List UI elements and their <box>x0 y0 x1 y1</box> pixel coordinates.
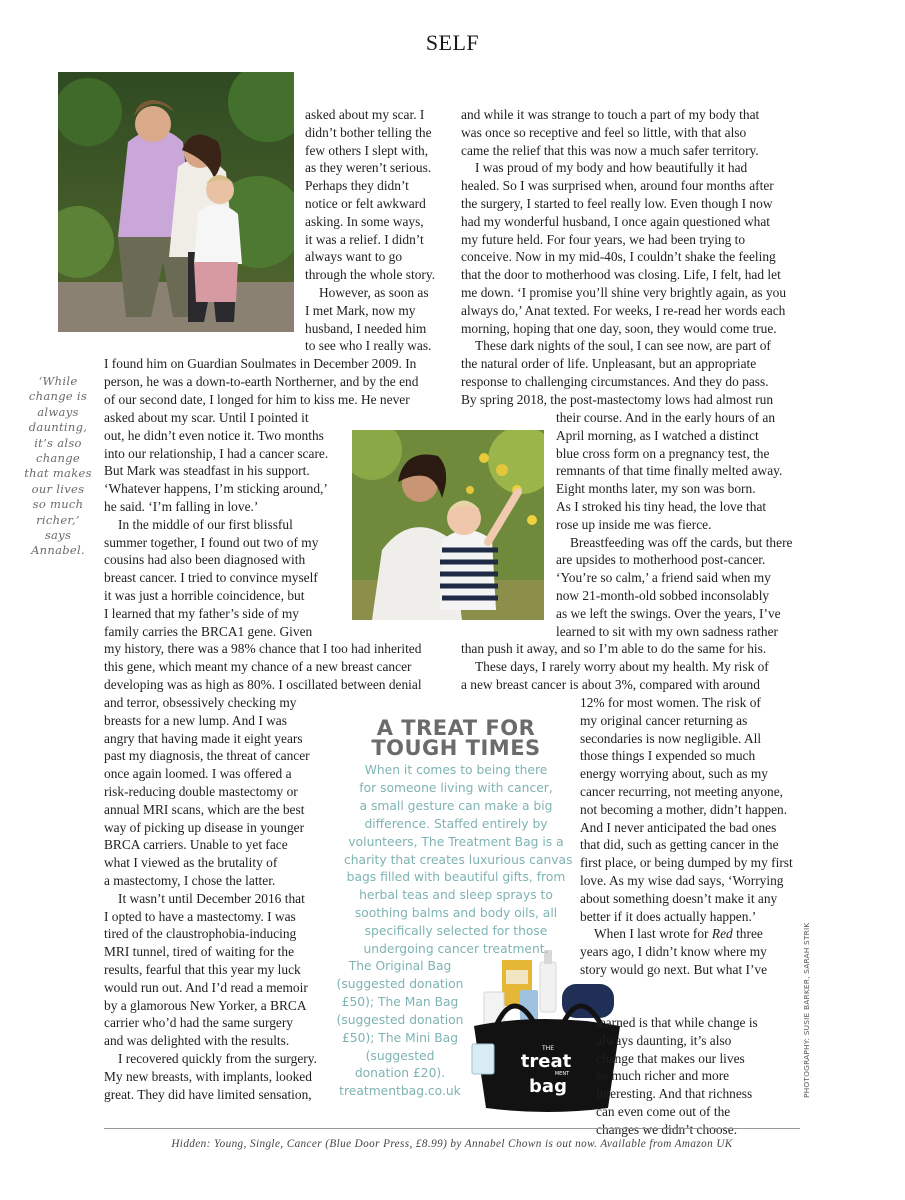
body-line: blue cross form on a pregnancy test, the <box>556 445 770 461</box>
bag-print-ment: MENT <box>554 1071 570 1077</box>
body-line: asking. In some ways, <box>305 213 424 229</box>
book-details: (Blue Door Press, £8.99) by Annabel Chown is out now. Available from Amazon UK <box>322 1138 733 1150</box>
pull-quote-line: change is <box>28 389 88 404</box>
treat-box-line: bags filled with beautiful gifts, from <box>346 870 566 885</box>
treat-box-price-line: £50); The Man Bag <box>341 994 459 1009</box>
body-line-part: When I last wrote for <box>594 926 709 942</box>
body-line-part: three <box>736 926 763 942</box>
body-line: can even come out of the <box>596 1103 731 1119</box>
photo-credit: PHOTOGRAPHY: SUSIE BARKER, SARAH STRIK <box>802 922 811 1098</box>
footer-book-info <box>104 1138 800 1150</box>
treat-box-price-line: £50); The Mini Bag <box>341 1030 459 1045</box>
body-line: years ago, I didn’t know where my <box>580 944 767 960</box>
body-line: always daunting, it’s also <box>596 1032 732 1048</box>
bag-print-treat: treat <box>520 1051 572 1072</box>
body-line: their course. And in the early hours of an <box>556 410 776 425</box>
body-line: April morning, as I watched a distinct <box>556 427 759 443</box>
body-line: I found him on Guardian Soulmates in December 2009. In <box>104 356 417 371</box>
body-line: notice or felt awkward <box>305 195 426 211</box>
body-line: didn’t bother telling the <box>305 124 432 140</box>
body-line: Eight months later, my son was born. <box>556 481 756 497</box>
treat-box-line: When it comes to being there <box>364 763 548 777</box>
column2-wide <box>461 640 769 693</box>
body-line: it was just a horrible coincidence, but <box>104 587 305 603</box>
pull-quote-line: change <box>35 451 81 466</box>
body-line: change that makes our lives <box>596 1050 745 1066</box>
body-line: would run out. And I’d read a memoir <box>104 979 308 995</box>
treat-box-heading-line: A TREAT FOR <box>376 716 536 740</box>
body-line: story would go next. But what I’ve <box>580 961 768 977</box>
column1-top <box>305 106 435 355</box>
body-line: asked about my scar. I <box>305 107 425 122</box>
body-line: energy worrying about, such as my <box>580 766 768 782</box>
body-line: through the whole story. <box>305 267 436 283</box>
body-line: and was delighted with the results. <box>104 1033 290 1049</box>
body-line: the natural order of life. Unpleasant, but an appropriate <box>461 356 757 372</box>
treat-box-heading-line: TOUGH TIMES <box>371 736 541 760</box>
treat-box-line: specifically selected for those <box>364 924 548 939</box>
body-line: By spring 2018, the post-mastectomy lows had almost run <box>461 391 774 407</box>
body-line: asked about my scar. Until I pointed it <box>104 410 309 425</box>
body-line: had my wonderful husband, I once again questioned what <box>461 213 771 229</box>
body-line: MRI tunnel, tired of waiting for the <box>104 944 295 960</box>
body-line: BRCA carriers. Unable to yet face <box>104 837 288 853</box>
body-line: was once so receptive and feel so little, with that also <box>461 124 747 140</box>
body-line: cousins had also been diagnosed with <box>104 552 306 568</box>
body-line: once again loomed. I was offered a <box>104 766 292 782</box>
bag-print-bag: bag <box>529 1076 567 1097</box>
pull-quote-line: daunting, <box>28 420 88 435</box>
body-line: about something doesn’t make it any <box>580 890 778 906</box>
body-line <box>580 925 793 943</box>
body-line: that did, such as getting cancer in the <box>580 837 779 853</box>
column2-narrow <box>556 409 792 640</box>
column1-wide <box>104 355 418 408</box>
body-line: developing was as high as 80%. I oscillated between denial <box>104 676 422 692</box>
body-line: a new breast cancer is about 3%, compared with around <box>461 676 760 692</box>
body-line: breast cancer. I tried to convince myself <box>104 570 318 586</box>
column1-bottom <box>104 694 317 1103</box>
column1-mid <box>104 409 328 640</box>
body-line: those things I expended so much <box>580 748 756 764</box>
body-line: morning, hoping that one day, soon, they would come true. <box>461 320 777 336</box>
column2-bottom <box>580 694 793 979</box>
pull-quote-line: it’s also <box>34 435 82 450</box>
body-line: ‘You’re so calm,’ a friend said when my <box>556 570 771 586</box>
body-line: I met Mark, now my <box>305 302 416 318</box>
body-line: Breastfeeding was off the cards, but there <box>570 534 793 550</box>
body-line: interesting. And that richness <box>596 1086 753 1102</box>
footer-rule <box>104 1128 800 1129</box>
body-line: and terror, obsessively checking my <box>104 695 297 710</box>
mother-son-photo <box>352 430 544 620</box>
body-line: than push it away, and so I’m able to do the same for his. <box>461 641 767 656</box>
body-line: and while it was strange to touch a part of my body that <box>461 107 760 122</box>
body-line: always want to go <box>305 249 403 265</box>
body-line: learned to sit with my own sadness rather <box>556 623 779 639</box>
body-line: first place, or being dumped by my first <box>580 855 793 871</box>
treat-box-line: soothing balms and body oils, all <box>354 906 558 921</box>
body-line: by a glamorous New Yorker, a BRCA <box>104 997 307 1013</box>
body-line: cancer recurring, not meeting anyone, <box>580 783 783 799</box>
treat-box-price-line: donation £20). <box>354 1066 446 1081</box>
treat-box-line: a small gesture can make a big <box>359 798 553 813</box>
body-line: now 21-month-old sobbed inconsolably <box>556 587 770 603</box>
treat-box-line: undergoing cancer treatment. <box>363 942 549 957</box>
treat-box-price-line: treatmentbag.co.uk <box>339 1084 461 1099</box>
body-line: always do,’ Anat texted. For weeks, I re-read her words each <box>461 302 786 318</box>
body-line: rose up inside me was fierce. <box>556 516 712 532</box>
treat-box-line: difference. Staffed entirely by <box>364 816 548 831</box>
body-line: It wasn’t until December 2016 that <box>118 890 305 906</box>
column2-top <box>461 106 786 409</box>
body-line: My new breasts, with implants, looked <box>104 1068 312 1084</box>
pull-quote-line: Annabel. <box>31 543 85 558</box>
body-line: breasts for a new lump. And I was <box>104 712 287 728</box>
treat-box-line: herbal teas and sleep sprays to <box>359 888 553 903</box>
treat-box-line: charity that creates luxurious canvas <box>344 852 573 867</box>
body-line: In the middle of our first blissful <box>118 516 293 532</box>
body-line: out, he didn’t even notice it. Two months <box>104 427 324 443</box>
body-line: I opted to have a mastectomy. I was <box>104 908 296 924</box>
body-line: the surgery, I started to feel really low. Even though I now <box>461 195 773 211</box>
column2-end <box>596 1014 758 1139</box>
body-line: family carries the BRCA1 gene. Given <box>104 623 313 639</box>
treat-box-prices <box>336 958 464 1101</box>
body-line: These days, I rarely worry about my health. My risk of <box>475 658 769 674</box>
body-line: carrier who’d had the same surgery <box>104 1015 294 1031</box>
body-line: my original cancer returning as <box>580 712 748 728</box>
pull-quote-line: so much <box>32 497 84 512</box>
body-line: I was proud of my body and how beautifully it had <box>475 160 748 176</box>
body-line: I recovered quickly from the surgery. <box>118 1050 317 1066</box>
pull-quote-line: our lives <box>31 481 85 496</box>
body-line: conceive. Now in my mid-40s, I couldn’t shake the feeling <box>461 249 776 265</box>
body-line: few others I slept with, <box>305 142 429 158</box>
treat-box-heading <box>344 718 568 758</box>
body-line: However, as soon as <box>319 284 429 300</box>
body-line: healed. So I was surprised when, around four months after <box>461 178 774 194</box>
body-line: to see who I really was. <box>305 338 432 354</box>
body-line: learned is that while change is <box>596 1015 758 1030</box>
body-line: my future held. For four years, we had been trying to <box>461 231 746 247</box>
body-line: as they weren’t serious. <box>305 160 432 176</box>
body-line: secondaries is now negligible. All <box>580 730 762 746</box>
body-line: annual MRI scans, which are the best <box>104 801 305 817</box>
body-line: it was a relief. I didn’t <box>305 231 424 247</box>
body-line: past my diagnosis, the threat of cancer <box>104 748 310 764</box>
body-line: a mastectomy, I chose the latter. <box>104 872 276 888</box>
pull-quote <box>24 374 92 559</box>
treat-box-price-line: (suggested donation <box>336 976 464 991</box>
pull-quote-line: that makes <box>24 466 92 481</box>
treat-box-line: for someone living with cancer, <box>359 780 553 795</box>
body-line: great. They did have limited sensation, <box>104 1086 312 1102</box>
treat-box-line: volunteers, The Treatment Bag is a <box>348 834 564 849</box>
body-line: ‘Whatever happens, I’m sticking around,’ <box>104 481 328 497</box>
treat-box-price-line: The Original Bag <box>348 959 452 973</box>
body-line: as we left the swings. Over the years, I’ve <box>556 605 781 621</box>
treat-box-body <box>344 762 573 959</box>
body-line: results, fearful that this year my luck <box>104 961 301 977</box>
pull-quote-line: richer,’ <box>36 512 80 527</box>
treat-box-price-line: (suggested donation <box>336 1012 464 1027</box>
column1-wide2 <box>104 640 422 693</box>
body-line: Perhaps they didn’t <box>305 178 409 194</box>
pull-quote-line: says <box>44 528 72 543</box>
body-line: me down. ‘I promise you’ll shine very brightly again, as you <box>461 284 787 300</box>
family-photo <box>58 72 294 332</box>
body-line: not becoming a mother, didn’t happen. <box>580 801 788 817</box>
body-line: came the relief that this was now a much safer territory. <box>461 142 759 158</box>
body-line: way of picking up disease in younger <box>104 819 305 835</box>
body-line: risk-reducing double mastectomy or <box>104 783 298 799</box>
pull-quote-line: always <box>37 404 79 419</box>
body-line: As I stroked his tiny head, the love that <box>556 498 767 514</box>
magazine-name: Red <box>711 926 733 942</box>
body-line: that the door to motherhood was closing. Life, I felt, had let <box>461 267 781 283</box>
body-line: better if it does actually happen.’ <box>580 908 757 924</box>
section-title: SELF <box>425 30 480 55</box>
treat-box-price-line: (suggested <box>365 1048 435 1063</box>
body-line: of our second date, I longed for him to kiss me. He never <box>104 391 410 407</box>
body-line: person, he was a down-to-earth Northerner, and by the end <box>104 373 419 389</box>
body-line: I learned that my father’s side of my <box>104 605 299 621</box>
book-title: Hidden: Young, Single, Cancer <box>171 1138 323 1150</box>
body-line: are upsides to motherhood post-cancer. <box>556 552 766 568</box>
body-line: husband, I needed him <box>305 320 427 336</box>
body-line: my history, there was a 98% chance that I too had inherited <box>104 641 422 656</box>
bag-print-the: THE <box>542 1045 554 1052</box>
pull-quote-line: ‘While <box>38 374 78 388</box>
body-line: what I viewed as the brutality of <box>104 855 278 871</box>
body-line: But Mark was steadfast in his support. <box>104 463 310 479</box>
body-line: changes we didn’t choose. <box>596 1121 738 1137</box>
body-line: angry that having made it eight years <box>104 730 303 746</box>
body-line: into our relationship, I had a cancer scare. <box>104 445 329 461</box>
body-line: remnants of that time finally melted away. <box>556 463 783 479</box>
body-line: love. As my wise dad says, ‘Worrying <box>580 872 784 888</box>
body-line: tired of the claustrophobia-inducing <box>104 926 297 942</box>
body-line: so much richer and more <box>596 1068 730 1084</box>
body-line: summer together, I found out two of my <box>104 534 319 550</box>
body-line: this gene, which meant my chance of a new breast cancer <box>104 658 412 674</box>
body-line: And I never anticipated the bad ones <box>580 819 777 835</box>
body-line: response to challenging circumstances. And they do pass. <box>461 373 769 389</box>
body-line: 12% for most women. The risk of <box>580 695 761 710</box>
body-line: These dark nights of the soul, I can see now, are part of <box>475 338 771 354</box>
body-line: he said. ‘I’m falling in love.’ <box>104 498 259 514</box>
